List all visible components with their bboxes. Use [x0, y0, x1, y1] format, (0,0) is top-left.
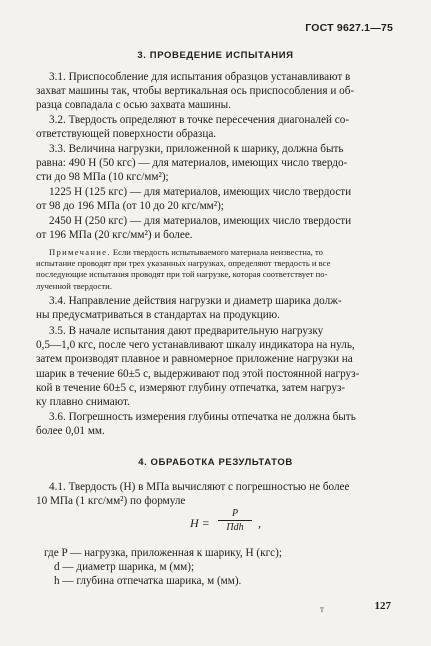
- text-line: равна: 490 Н (50 кгс) — для материалов, имеющих число твердо-: [36, 157, 348, 170]
- text-line: Если твердость испытываемого материала неизвестна, то: [112, 247, 323, 257]
- formula-fraction: [218, 508, 252, 533]
- text-line: ны предусматриваться в стандартах на продукцию.: [36, 309, 280, 322]
- text-line: ответствующей поверхности образца.: [36, 128, 217, 141]
- text-line: 3.3. Величина нагрузки, приложенной к шарику, должна быть: [49, 143, 344, 155]
- text-line: 2450 Н (250 кгс) — для материалов, имеющих число твердости: [49, 215, 352, 227]
- text-line: 3.1. Приспособление для испытания образцов устанавливают в: [49, 71, 351, 83]
- formula-lhs: H =: [190, 516, 210, 530]
- text-line: 3.6. Погрешность измерения глубины отпечатка не должна быть: [49, 411, 356, 423]
- definition-line: d — диаметр шарика, м (мм);: [54, 561, 195, 574]
- paragraph-3-2: [36, 113, 398, 141]
- text-line: шарик в течение 60±5 с, выдерживают под этой постоянной нагруз-: [36, 367, 360, 380]
- text-line: лученной твердости.: [36, 280, 112, 291]
- definition-line: где P — нагрузка, приложенная к шарику, Н (кгс);: [44, 547, 282, 559]
- note-label: Примечание.: [49, 247, 111, 257]
- text-line: 3.2. Твердость определяют в точке пересечения диагоналей со-: [49, 114, 350, 126]
- text-line: от 98 до 196 МПа (от 10 до 20 кгс/мм²);: [36, 200, 224, 213]
- text-line: испытание проводят при трех указанных нагрузках, определяют твердость и все: [36, 258, 331, 269]
- paragraph-3-6: [36, 410, 398, 438]
- hardness-formula: [190, 508, 280, 538]
- text-line: более 0,01 мм.: [36, 425, 105, 438]
- text-line: 4.1. Твердость (H) в МПа вычисляют с погрешностью не более: [49, 481, 350, 493]
- formula-comma: ,: [258, 516, 261, 530]
- formula-definitions: [36, 546, 396, 589]
- text-line: разца совпадала с осью захвата машины.: [36, 99, 231, 112]
- section-4-heading: 4. ОБРАБОТКА РЕЗУЛЬТАТОВ: [138, 457, 293, 468]
- formula-denominator: Пdh: [226, 522, 244, 533]
- text-line: от 196 МПа (20 кгс/мм²) и более.: [36, 229, 193, 242]
- text-line: 3.4. Направление действия нагрузки и диаметр шарика долж-: [49, 295, 342, 307]
- paragraph-3-1: [36, 70, 398, 113]
- text-line: сти до 98 МПа (10 кгс/мм²);: [36, 171, 169, 184]
- text-line: 3.5. В начале испытания дают предварительную нагрузку: [49, 325, 324, 337]
- text-line: 10 МПа (1 кгс/мм²) по формуле: [36, 495, 186, 508]
- note-block: [36, 247, 398, 292]
- margin-mark: т: [320, 604, 324, 614]
- text-line: кой в течение 60±5 с, измеряют глубину отпечатка, затем нагруз-: [36, 381, 346, 394]
- paragraph-3-3-c: [36, 214, 398, 242]
- paragraph-3-3-b: [36, 185, 398, 213]
- section-3-heading: 3. ПРОВЕДЕНИЕ ИСПЫТАНИЯ: [137, 50, 294, 61]
- text-line: ку плавно снимают.: [36, 396, 130, 409]
- paragraph-3-4: [36, 294, 398, 322]
- text-line: 0,5—1,0 кгс, после чего устанавливают шкалу индикатора на нуль,: [36, 339, 355, 352]
- formula-numerator: P: [231, 508, 239, 519]
- fraction-bar: [218, 520, 252, 521]
- text-line: последующие испытания проводят при той нагрузке, которая соответствует по-: [36, 269, 328, 280]
- text-line: захват машины так, чтобы вертикальная ось приспособления и об-: [36, 85, 355, 98]
- page-number: 127: [374, 600, 391, 612]
- text-line: 1225 Н (125 кгс) — для материалов, имеющих число твердости: [49, 186, 352, 198]
- document-id: ГОСТ 9627.1—75: [305, 22, 393, 34]
- text-line: затем производят плавное и равномерное приложение нагрузки на: [36, 353, 353, 366]
- paragraph-3-3: [36, 142, 398, 185]
- paragraph-4-1: [36, 480, 398, 508]
- definition-line: h — глубина отпечатка шарика, м (мм).: [54, 575, 242, 588]
- paragraph-3-5: [36, 324, 398, 409]
